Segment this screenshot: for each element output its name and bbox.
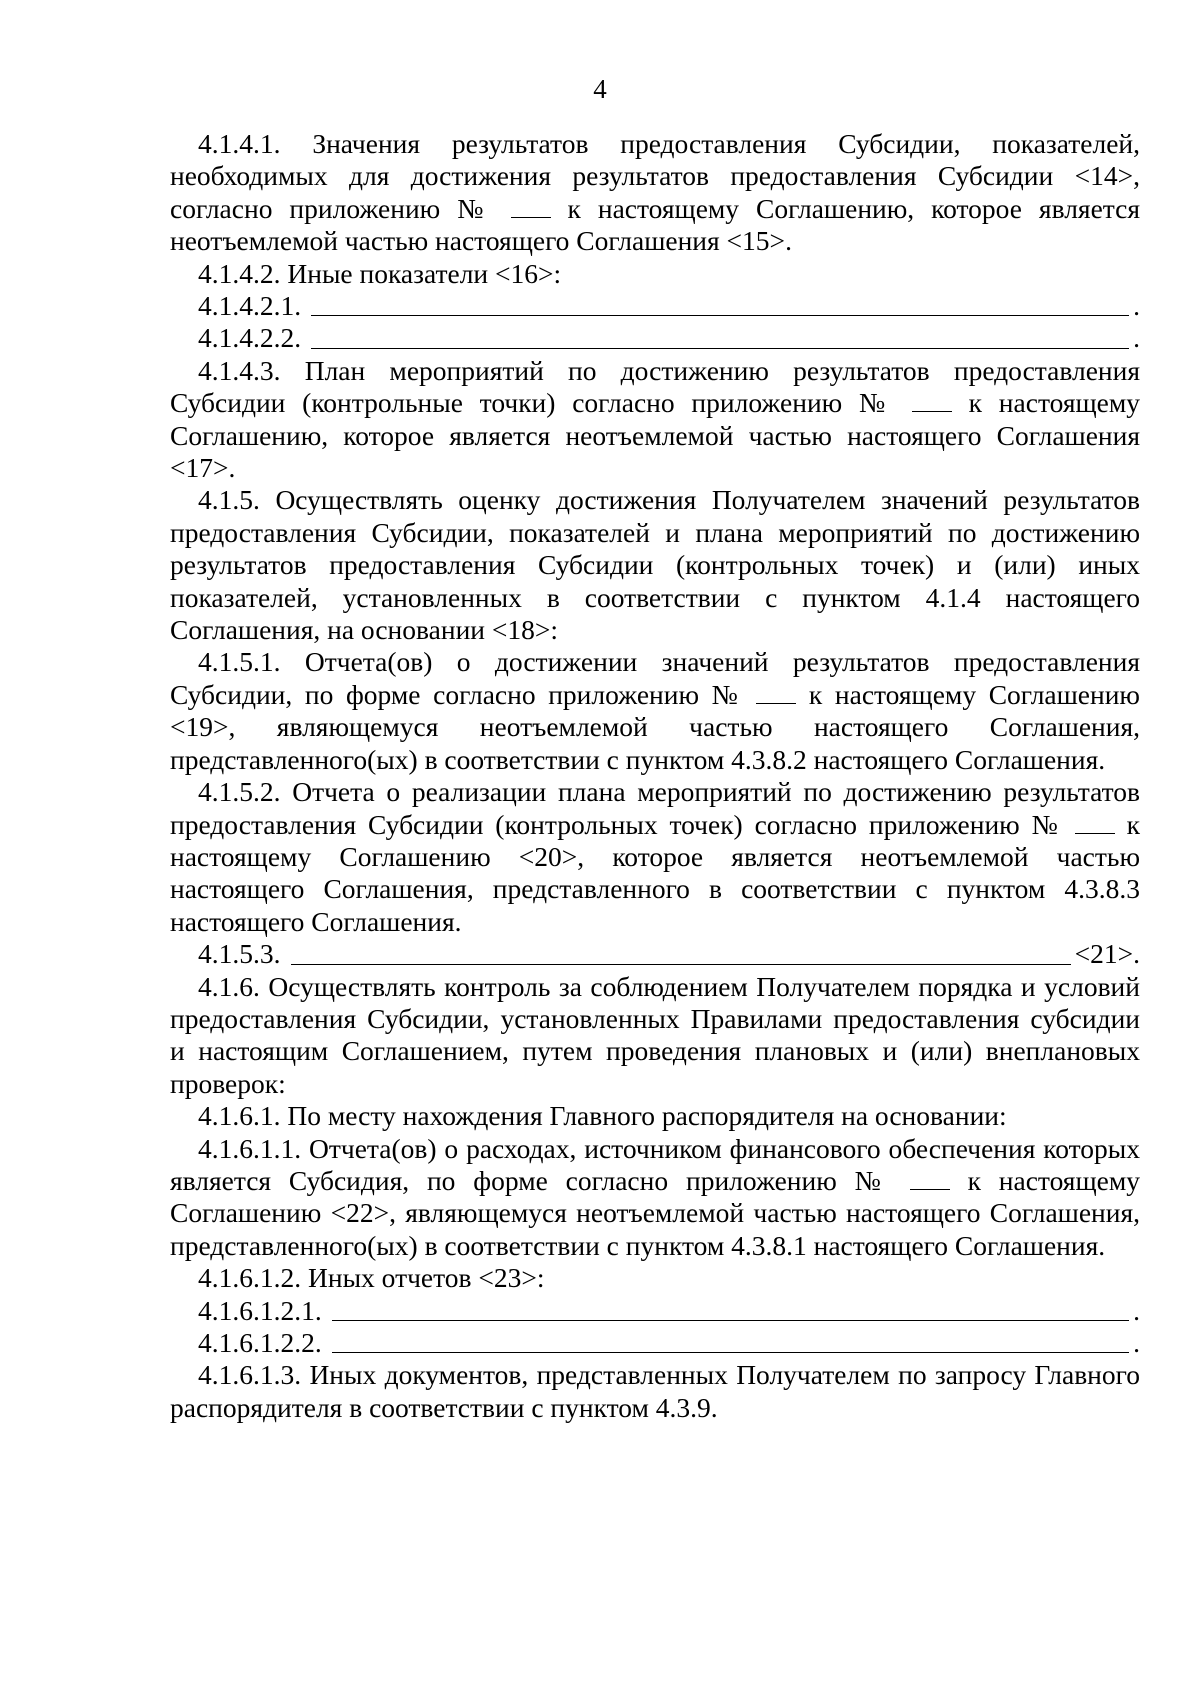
- paragraph: [170, 1133, 1140, 1263]
- paragraph: [170, 1262, 1140, 1294]
- clause-number: 4.1.5.3.: [198, 938, 281, 970]
- blank-number-field: [912, 389, 952, 412]
- paragraph: [170, 355, 1140, 485]
- paragraph-text: 4.1.6.1.1. Отчета(ов) о расходах, источником финансового обеспечения которых является Субсидия, по форме согласно приложению №: [170, 1132, 1140, 1196]
- clause-number: 4.1.4.2.1.: [198, 290, 302, 322]
- page-number: 4: [593, 74, 607, 104]
- blank-underline: [291, 940, 1071, 965]
- paragraph: [170, 776, 1140, 938]
- paragraph: [170, 484, 1140, 646]
- fill-in-line: [170, 322, 1140, 354]
- paragraph-text: 4.1.4.3. План мероприятий по достижению результатов предоставления Субсидии (контрольные точки) согласно приложению №: [170, 354, 1140, 419]
- paragraph-text: 4.1.6.1. По месту нахождения Главного распорядителя на основании:: [198, 1100, 1007, 1132]
- paragraph: [170, 258, 1140, 290]
- blank-number-field: [756, 681, 796, 704]
- paragraph: [170, 1100, 1140, 1132]
- blank-underline: [332, 1296, 1129, 1321]
- paragraph-text: 4.1.4.1. Значения результатов предоставления Субсидии, показателей, необходимых для достижения результатов предоставления Субсидии <14>, согласно приложению №: [170, 128, 1140, 224]
- line-ending: .: [1133, 322, 1140, 354]
- paragraph-text: 4.1.5.1. Отчета(ов) о достижении значений результатов предоставления Субсидии, по форме согласно приложению №: [170, 646, 1140, 710]
- blank-number-field: [1075, 811, 1115, 834]
- clause-number: 4.1.6.1.2.1.: [198, 1294, 322, 1326]
- blank-underline: [332, 1328, 1129, 1353]
- blank-number-field: [910, 1167, 950, 1190]
- document-body: [170, 128, 1140, 1424]
- clause-number: 4.1.6.1.2.2.: [198, 1326, 322, 1358]
- paragraph: [170, 646, 1140, 776]
- paragraph-text: 4.1.6.1.3. Иных документов, представленных Получателем по запросу Главного распорядителя в соответствии с пунктом 4.3.9.: [170, 1359, 1140, 1423]
- blank-underline: [311, 324, 1129, 349]
- blank-number-field: [511, 195, 551, 218]
- paragraph-text: 4.1.5.2. Отчета о реализации плана мероприятий по достижению результатов предоставления Субсидии (контрольных точек) согласно приложению №: [170, 776, 1140, 840]
- line-ending: <21>.: [1074, 938, 1140, 970]
- line-ending: .: [1133, 1294, 1140, 1326]
- paragraph: [170, 128, 1140, 258]
- line-ending: .: [1133, 1326, 1140, 1358]
- line-ending: .: [1133, 290, 1140, 322]
- paragraph-text: 4.1.5. Осуществлять оценку достижения Получателем значений результатов предоставления Субсидии, показателей и плана мероприятий по достижению результатов предоставления Субсидии (контрольных точек) и (или) иных показателей, установленных в соответствии с пунктом 4.1.4 настоящего Соглашения, на основании <18>:: [170, 484, 1140, 646]
- clause-number: 4.1.4.2.2.: [198, 322, 302, 354]
- paragraph-text: к настоящему Соглашению <19>, являющемуся неотъемлемой частью настоящего Соглашения, представленного(ых) в соответствии с пунктом 4.3.8.2 настоящего Соглашения.: [170, 678, 1140, 775]
- fill-in-line: [170, 290, 1140, 322]
- paragraph-text: 4.1.6. Осуществлять контроль за соблюдением Получателем порядка и условий предоставления Субсидии, установленных Правилами предоставления субсидии и настоящим Соглашением, путем проведения плановых и (или) внеплановых проверок:: [170, 970, 1140, 1099]
- fill-in-line: [170, 938, 1140, 970]
- paragraph-text: к настоящему Соглашению <22>, являющемуся неотъемлемой частью настоящего Соглашения, представленного(ых) в соответствии с пунктом 4.3.8.1 настоящего Соглашения.: [170, 1164, 1140, 1261]
- blank-underline: [311, 291, 1129, 316]
- fill-in-line: [170, 1295, 1140, 1327]
- paragraph: [170, 971, 1140, 1101]
- paragraph-text: к настоящему Соглашению <20>, которое является неотъемлемой частью настоящего Соглашения, представленного в соответствии с пунктом 4.3.8.3 настоящего Соглашения.: [170, 808, 1140, 937]
- paragraph-text: 4.1.4.2. Иные показатели <16>:: [198, 257, 562, 289]
- paragraph-text: 4.1.6.1.2. Иных отчетов <23>:: [198, 1262, 545, 1294]
- paragraph-text: к настоящему Соглашению, которое является неотъемлемой частью настоящего Соглашения <17>.: [170, 387, 1141, 484]
- fill-in-line: [170, 1327, 1140, 1359]
- paragraph: [170, 1359, 1140, 1424]
- paragraph-text: к настоящему Соглашению, которое является неотъемлемой частью настоящего Соглашения <15>.: [170, 192, 1140, 257]
